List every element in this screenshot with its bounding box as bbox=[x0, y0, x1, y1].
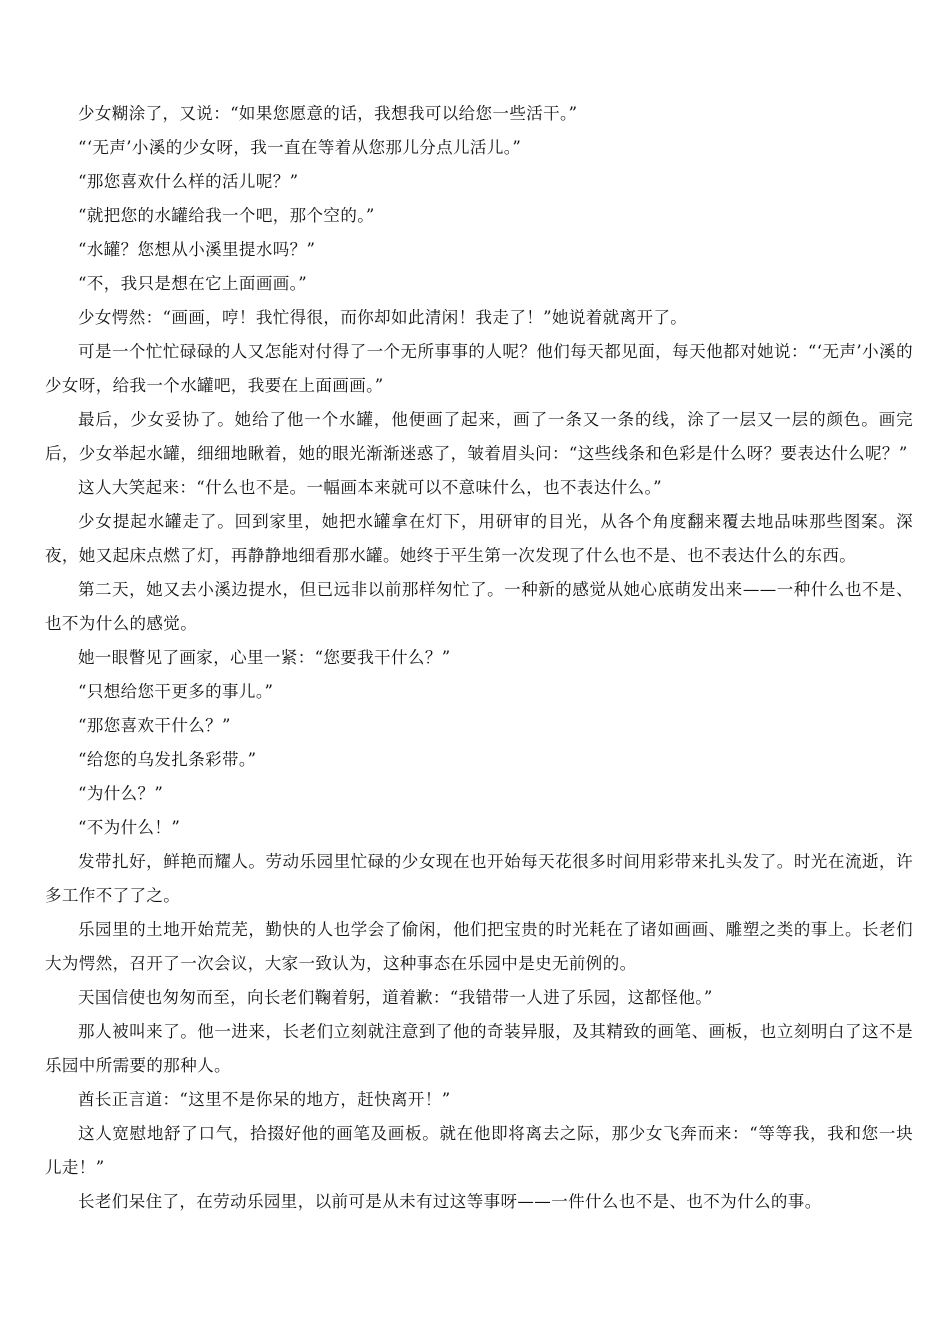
paragraph-13: 她一眼瞥见了画家，心里一紧：“您要我干什么？” bbox=[78, 648, 451, 667]
paragraph-17: “为什么？” bbox=[78, 784, 164, 803]
paragraph-16: “给您的乌发扎条彩带。” bbox=[78, 750, 257, 769]
paragraph-11: 少女提起水罐走了。回到家里，她把水罐拿在灯下，用研审的目光，从各个角度翻来覆去地品味那些图案。深夜，她又起床点燃了灯，再静静地细看那水罐。她终于平生第一次发现了什么也不是、也不表达什么的东西。 bbox=[45, 512, 913, 565]
paragraph-22: 那人被叫来了。他一进来，长老们立刻就注意到了他的奇装异服，及其精致的画笔、画板，也立刻明白了这不是乐园中所需要的那种人。 bbox=[45, 1022, 913, 1075]
paragraph-7: 少女愕然：“画画，哼！我忙得很，而你却如此清闲！我走了！”她说着就离开了。 bbox=[78, 308, 688, 327]
paragraph-3: “那您喜欢什么样的活儿呢？” bbox=[78, 172, 299, 191]
paragraph-12: 第二天，她又去小溪边提水，但已远非以前那样匆忙了。一种新的感觉从她心底萌发出来——一种什么也不是、也不为什么的感觉。 bbox=[45, 580, 913, 633]
paragraph-5: “水罐？您想从小溪里提水吗？” bbox=[78, 240, 316, 259]
paragraph-18: “不为什么！” bbox=[78, 818, 181, 837]
paragraph-8: 可是一个忙忙碌碌的人又怎能对付得了一个无所事事的人呢？他们每天都见面，每天他都对她说：“‘无声’小溪的少女呀，给我一个水罐吧，我要在上面画画。” bbox=[45, 342, 913, 395]
paragraph-9: 最后，少女妥协了。她给了他一个水罐，他便画了起来，画了一条又一条的线，涂了一层又一层的颜色。画完后，少女举起水罐，细细地瞅着，她的眼光渐渐迷惑了，皱着眉头问：“这些线条和色彩是什么呀？要表达什么呢？” bbox=[45, 410, 913, 463]
paragraph-6: “不，我只是想在它上面画画。” bbox=[78, 274, 308, 293]
paragraph-25: 长老们呆住了，在劳动乐园里，以前可是从未有过这等事呀——一件什么也不是、也不为什么的事。 bbox=[78, 1192, 822, 1211]
paragraph-19: 发带扎好，鲜艳而耀人。劳动乐园里忙碌的少女现在也开始每天花很多时间用彩带来扎头发了。时光在流逝，许多工作不了了之。 bbox=[45, 852, 913, 905]
paragraph-20: 乐园里的土地开始荒芜，勤快的人也学会了偷闲，他们把宝贵的时光耗在了诸如画画、雕塑之类的事上。长老们大为愕然，召开了一次会议，大家一致认为，这种事态在乐园中是史无前例的。 bbox=[45, 920, 913, 973]
paragraph-14: “只想给您干更多的事儿。” bbox=[78, 682, 274, 701]
paragraph-23: 酋长正言道：“这里不是你呆的地方，赶快离开！” bbox=[78, 1090, 451, 1109]
paragraph-24: 这人宽慰地舒了口气，拾掇好他的画笔及画板。就在他即将离去之际，那少女飞奔而来：“等等我，我和您一块儿走！” bbox=[45, 1124, 913, 1177]
paragraph-2: “‘无声’小溪的少女呀，我一直在等着从您那儿分点儿活儿。” bbox=[78, 138, 522, 157]
story-text-body bbox=[45, 97, 913, 1219]
paragraph-21: 天国信使也匆匆而至，向长老们鞠着躬，道着歉：“我错带一人进了乐园，这都怪他。” bbox=[78, 988, 713, 1007]
paragraph-10: 这人大笑起来：“什么也不是。一幅画本来就可以不意味什么，也不表达什么。” bbox=[78, 478, 663, 497]
paragraph-1: 少女糊涂了，又说：“如果您愿意的话，我想我可以给您一些活干。” bbox=[78, 104, 578, 123]
paragraph-4: “就把您的水罐给我一个吧，那个空的。” bbox=[78, 206, 375, 225]
paragraph-15: “那您喜欢干什么？” bbox=[78, 716, 231, 735]
